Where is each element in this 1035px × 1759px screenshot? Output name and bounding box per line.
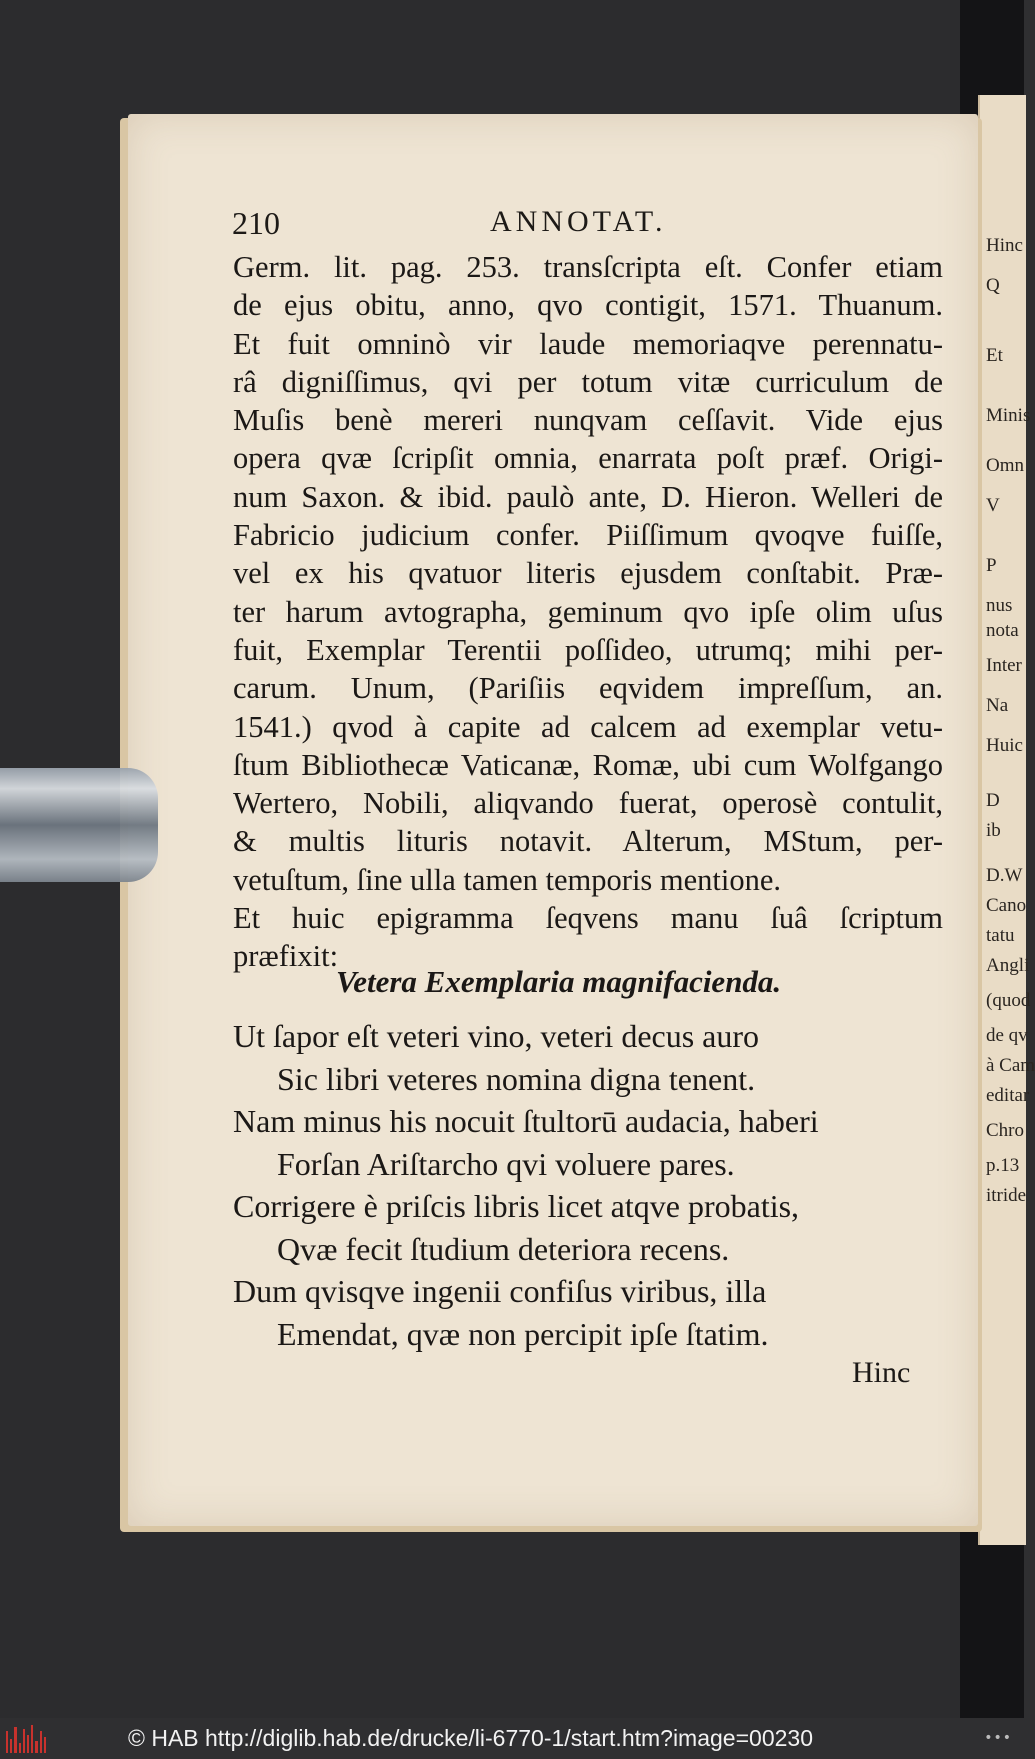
next-page-fragment: Huic xyxy=(986,735,1023,756)
logo-bar xyxy=(10,1739,12,1753)
page-header xyxy=(232,205,972,251)
text-line: fuit, Exemplar Terentii poſſideo, utrumq; mihi per- xyxy=(233,632,943,667)
next-page-fragment: de qv xyxy=(986,1025,1028,1046)
next-page-fragment: Et xyxy=(986,345,1003,366)
next-page-fragment: Chro xyxy=(986,1120,1024,1141)
next-page-fragment: nota xyxy=(986,620,1019,641)
text-line: de ejus obitu, anno, qvo contigit, 1571. Thuanum. xyxy=(233,288,943,323)
epigram-title: Vetera Exemplaria magnifacienda. xyxy=(336,964,782,999)
text-line: Wertero, Nobili, aliqvando fuerat, operosè contulit, xyxy=(233,786,943,821)
poem-line: Nam minus his nocuit ſtultorū audacia, haberi xyxy=(233,1103,819,1139)
poem-line: Ut ſapor eſt veteri vino, veteri decus auro xyxy=(233,1018,760,1054)
next-page-fragment: p.13 xyxy=(986,1155,1020,1176)
poem-line: Dum qvisqve ingenii confiſus viribus, illa xyxy=(233,1273,767,1309)
logo-bar xyxy=(23,1729,25,1753)
next-page-fragment: Minis xyxy=(986,405,1031,426)
next-page-fragment: Angli xyxy=(986,955,1030,976)
text-line: Et huic epigramma ſeqvens manu ſuâ ſcriptum xyxy=(233,901,943,936)
page-number: 210 xyxy=(232,205,280,241)
text-line: râ digniſſimus, qvi per totum vitæ curriculum de xyxy=(233,364,943,399)
next-page-fragment: Q xyxy=(986,275,1000,296)
next-page-fragment: Omn xyxy=(986,455,1024,476)
text-line: opera qvæ ſcripſit omnia, enarrata poſt præf. Origi- xyxy=(233,441,943,476)
text-line: Et fuit omninò vir laude memoriaqve perennatu- xyxy=(233,326,943,361)
next-page-fragment: V xyxy=(986,495,1000,516)
more-icon[interactable]: ••• xyxy=(984,1730,1012,1746)
footer-copyright-url[interactable]: © HAB http://diglib.hab.de/drucke/li-6770-1/start.htm?image=00230 xyxy=(128,1725,813,1751)
poem-line: Sic libri veteres nomina digna tenent. xyxy=(277,1060,756,1097)
running-head: ANNOTAT. xyxy=(490,205,667,238)
text-line: præfixit: xyxy=(233,939,339,974)
next-page-edge xyxy=(978,95,1035,1545)
text-line: ſtum Bibliothecæ Vaticanæ, Romæ, ubi cum Wolfgango xyxy=(233,747,943,782)
logo-bar xyxy=(31,1725,33,1753)
next-page-fragment: (quod xyxy=(986,990,1031,1011)
poem-line: Corrigere è priſcis libris licet atqve probatis, xyxy=(233,1188,800,1224)
logo-bar xyxy=(6,1731,8,1753)
text-line: vetuſtum, ſine ulla tamen temporis mentione. xyxy=(233,862,782,897)
text-line: 1541.) qvod à capite ad calcem ad exemplar vetu- xyxy=(233,709,943,744)
next-page-fragment: ib xyxy=(986,820,1001,841)
poem xyxy=(233,1015,953,1355)
next-page-fragment: P xyxy=(986,555,997,576)
next-page-fragment: tatu xyxy=(986,925,1015,946)
logo-bar xyxy=(44,1737,46,1753)
hab-logo-icon[interactable] xyxy=(6,1725,46,1753)
text-line: Germ. lit. pag. 253. transſcripta eſt. Confer etiam xyxy=(233,250,943,284)
logo-bar xyxy=(27,1735,29,1753)
logo-bar xyxy=(40,1731,42,1753)
next-page-fragment: Hinc xyxy=(986,235,1023,256)
next-page-fragment: editar xyxy=(986,1085,1030,1106)
text-line: vel ex his qvatuor literis ejusdem conſtabit. Præ- xyxy=(233,556,943,591)
text-line: Fabricio judicium confer. Piiſſimum qvoqve fuiſſe, xyxy=(233,518,943,553)
logo-bar xyxy=(19,1743,21,1753)
logo-bar xyxy=(35,1741,37,1753)
next-page-fragment: D xyxy=(986,790,1000,811)
text-line: & multis lituris notavit. Alterum, MStum, per- xyxy=(233,824,943,859)
catchword: Hinc xyxy=(852,1356,911,1389)
next-page-fragment: nus xyxy=(986,595,1013,616)
next-page-fragment: D.W xyxy=(986,865,1023,886)
text-line: Muſis benè mereri nunqvam ceſſavit. Vide ejus xyxy=(233,403,943,438)
next-page-fragment: à Cam xyxy=(986,1055,1035,1076)
poem-line: Emendat, qvæ non percipit ipſe ſtatim. xyxy=(277,1315,769,1352)
text-line: carum. Unum, (Pariſiis eqvidem impreſſum, an. xyxy=(233,671,943,706)
text-line: num Saxon. & ibid. paulò ante, D. Hieron. Welleri de xyxy=(233,479,943,514)
body-text xyxy=(233,248,943,976)
next-page-fragment: Inter xyxy=(986,655,1022,676)
poem-line: Forſan Ariſtarcho qvi voluere pares. xyxy=(277,1145,735,1182)
footer-bar xyxy=(0,1718,1024,1759)
next-page-fragment: Cano xyxy=(986,895,1027,916)
next-page-fragment: Na xyxy=(986,695,1009,716)
text-line: ter harum avtographa, geminum qvo ipſe olim uſus xyxy=(233,594,943,629)
page-clip xyxy=(0,768,158,882)
poem-line: Qvæ fecit ſtudium deteriora recens. xyxy=(277,1230,730,1267)
next-page-fragment: itride xyxy=(986,1185,1027,1206)
logo-bar xyxy=(14,1727,16,1753)
